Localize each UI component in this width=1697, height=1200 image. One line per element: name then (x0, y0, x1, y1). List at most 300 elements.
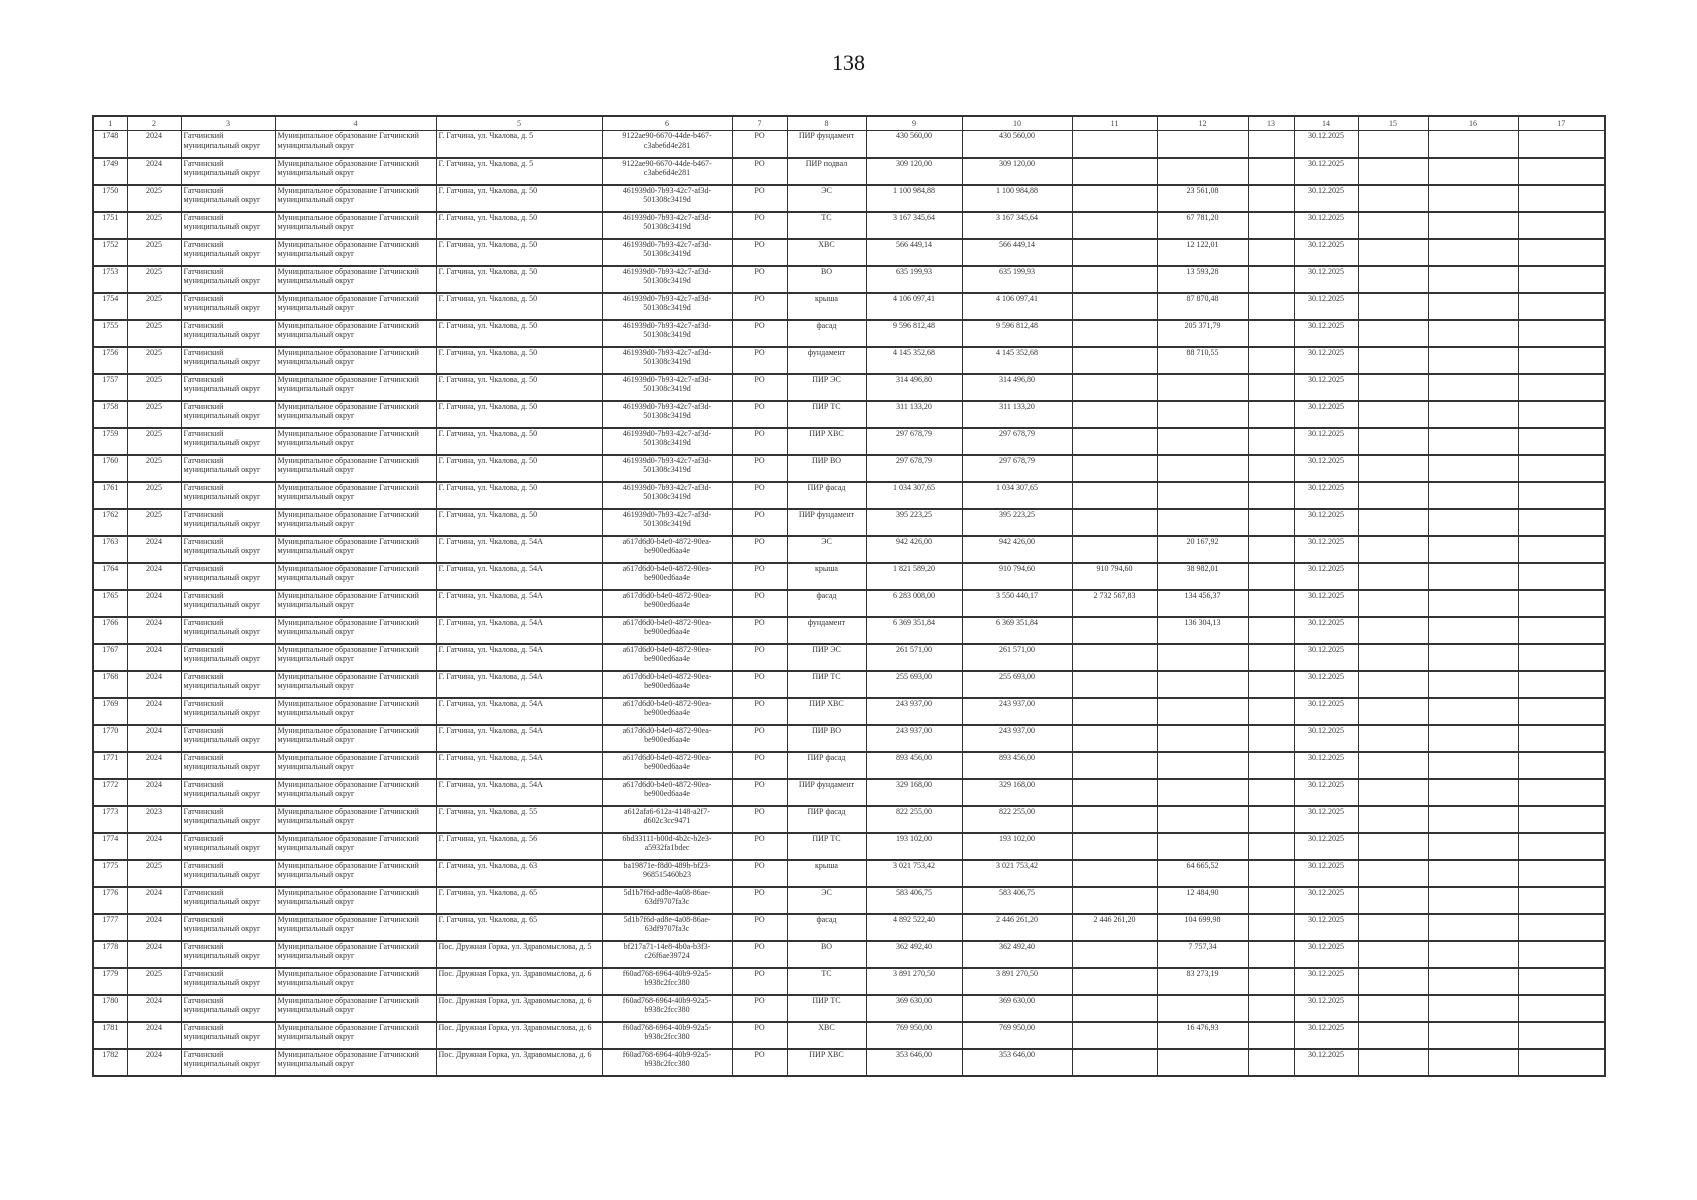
table-cell-col-14: 30.12.2025 (1294, 1022, 1358, 1049)
table-cell-col-4: Муниципальное образование Гатчинский муниципальный округ (275, 509, 436, 536)
table-cell-col-10: 3 891 270,50 (962, 968, 1072, 995)
table-cell-col-3: Гатчинский муниципальный округ (181, 455, 275, 482)
table-cell-col-4: Муниципальное образование Гатчинский муниципальный округ (275, 320, 436, 347)
table-cell-col-4: Муниципальное образование Гатчинский муниципальный округ (275, 590, 436, 617)
table-cell-col-11 (1072, 185, 1157, 212)
table-cell-col-2: 2024 (127, 671, 181, 698)
table-cell-col-4: Муниципальное образование Гатчинский муниципальный округ (275, 428, 436, 455)
table-cell-col-14: 30.12.2025 (1294, 266, 1358, 293)
table-cell-col-8: ТС (787, 968, 866, 995)
table-cell-col-2: 2024 (127, 536, 181, 563)
table-row (93, 590, 1605, 617)
table-cell-col-8: ХВС (787, 1022, 866, 1049)
table-cell-col-1: 1767 (93, 644, 127, 671)
table-cell-col-17 (1518, 563, 1605, 590)
table-cell-col-16 (1428, 968, 1518, 995)
table-cell-col-5: Г. Гатчина, ул. Чкалова, д. 50 (436, 455, 602, 482)
table-cell-col-4: Муниципальное образование Гатчинский муниципальный округ (275, 536, 436, 563)
table-cell-col-15 (1358, 941, 1428, 968)
table-cell-col-8: ВО (787, 941, 866, 968)
table-cell-col-2: 2025 (127, 320, 181, 347)
table-cell-col-3: Гатчинский муниципальный округ (181, 806, 275, 833)
table-cell-col-14: 30.12.2025 (1294, 401, 1358, 428)
table-cell-col-7: РО (732, 563, 787, 590)
table-cell-col-10: 193 102,00 (962, 833, 1072, 860)
table-cell-col-6: 461939d0-7b93-42c7-af3d-501308c3419d (602, 347, 732, 374)
table-cell-col-2: 2025 (127, 428, 181, 455)
table-cell-col-7: РО (732, 239, 787, 266)
table-row (93, 617, 1605, 644)
table-cell-col-6: 5d1b7f6d-ad8e-4a08-86ae-63df9707fa3c (602, 914, 732, 941)
table-cell-col-9: 297 678,79 (866, 428, 962, 455)
table-cell-col-8: ТС (787, 212, 866, 239)
table-cell-col-16 (1428, 401, 1518, 428)
table-cell-col-2: 2024 (127, 995, 181, 1022)
table-cell-col-7: РО (732, 698, 787, 725)
table-cell-col-8: ПИР фундамент (787, 509, 866, 536)
table-cell-col-11 (1072, 212, 1157, 239)
table-row (93, 428, 1605, 455)
table-cell-col-2: 2024 (127, 887, 181, 914)
table-cell-col-9: 635 199,93 (866, 266, 962, 293)
table-cell-col-14: 30.12.2025 (1294, 806, 1358, 833)
table-cell-col-9: 1 100 984,88 (866, 185, 962, 212)
table-cell-col-7: РО (732, 1022, 787, 1049)
table-cell-col-1: 1780 (93, 995, 127, 1022)
table-cell-col-5: Г. Гатчина, ул. Чкалова, д. 50 (436, 320, 602, 347)
column-header-8: 8 (787, 116, 866, 131)
table-cell-col-17 (1518, 266, 1605, 293)
table-row (93, 941, 1605, 968)
table-row (93, 347, 1605, 374)
table-cell-col-6: a617d6d0-b4e0-4872-90ea-be900ed6aa4e (602, 698, 732, 725)
column-header-12: 12 (1157, 116, 1248, 131)
table-cell-col-11: 2 732 567,83 (1072, 590, 1157, 617)
table-cell-col-15 (1358, 455, 1428, 482)
table-cell-col-7: РО (732, 995, 787, 1022)
table-row (93, 1049, 1605, 1076)
table-cell-col-2: 2025 (127, 293, 181, 320)
table-cell-col-1: 1778 (93, 941, 127, 968)
table-cell-col-5: Г. Гатчина, ул. Чкалова, д. 63 (436, 860, 602, 887)
table-cell-col-8: ПИР ЭС (787, 644, 866, 671)
table-cell-col-14: 30.12.2025 (1294, 239, 1358, 266)
table-cell-col-15 (1358, 698, 1428, 725)
table-cell-col-14: 30.12.2025 (1294, 860, 1358, 887)
table-cell-col-5: Г. Гатчина, ул. Чкалова, д. 5 (436, 131, 602, 158)
table-cell-col-13 (1248, 833, 1294, 860)
table-cell-col-4: Муниципальное образование Гатчинский муниципальный округ (275, 860, 436, 887)
data-table (92, 115, 1606, 1077)
table-cell-col-11 (1072, 266, 1157, 293)
table-cell-col-11 (1072, 941, 1157, 968)
table-cell-col-8: ПИР подвал (787, 158, 866, 185)
table-cell-col-15 (1358, 968, 1428, 995)
table-cell-col-6: f60ad768-6964-40b9-92a5-b938c2fcc380 (602, 995, 732, 1022)
table-cell-col-16 (1428, 293, 1518, 320)
table-cell-col-16 (1428, 536, 1518, 563)
table-cell-col-6: a617d6d0-b4e0-4872-90ea-be900ed6aa4e (602, 563, 732, 590)
table-cell-col-4: Муниципальное образование Гатчинский муниципальный округ (275, 617, 436, 644)
table-body (93, 131, 1605, 1076)
table-cell-col-13 (1248, 455, 1294, 482)
table-cell-col-13 (1248, 401, 1294, 428)
table-cell-col-1: 1750 (93, 185, 127, 212)
table-row (93, 806, 1605, 833)
table-cell-col-6: f60ad768-6964-40b9-92a5-b938c2fcc380 (602, 968, 732, 995)
table-row (93, 860, 1605, 887)
table-cell-col-3: Гатчинский муниципальный округ (181, 320, 275, 347)
table-cell-col-10: 822 255,00 (962, 806, 1072, 833)
table-cell-col-14: 30.12.2025 (1294, 428, 1358, 455)
column-header-13: 13 (1248, 116, 1294, 131)
table-row (93, 212, 1605, 239)
table-cell-col-1: 1749 (93, 158, 127, 185)
table-cell-col-2: 2025 (127, 482, 181, 509)
table-cell-col-5: Г. Гатчина, ул. Чкалова, д. 54А (436, 725, 602, 752)
table-cell-col-4: Муниципальное образование Гатчинский муниципальный округ (275, 941, 436, 968)
table-cell-col-6: f60ad768-6964-40b9-92a5-b938c2fcc380 (602, 1049, 732, 1076)
table-cell-col-10: 3 550 440,17 (962, 590, 1072, 617)
table-cell-col-11 (1072, 1022, 1157, 1049)
table-cell-col-11 (1072, 131, 1157, 158)
table-cell-col-3: Гатчинский муниципальный округ (181, 968, 275, 995)
table-cell-col-11 (1072, 1049, 1157, 1076)
table-cell-col-13 (1248, 428, 1294, 455)
table-row (93, 914, 1605, 941)
table-cell-col-9: 311 133,20 (866, 401, 962, 428)
table-cell-col-9: 329 168,00 (866, 779, 962, 806)
table-cell-col-10: 243 937,00 (962, 725, 1072, 752)
table-cell-col-15 (1358, 563, 1428, 590)
table-cell-col-17 (1518, 617, 1605, 644)
table-cell-col-3: Гатчинский муниципальный округ (181, 1049, 275, 1076)
table-cell-col-15 (1358, 374, 1428, 401)
column-header-17: 17 (1518, 116, 1605, 131)
table-cell-col-2: 2025 (127, 401, 181, 428)
table-cell-col-16 (1428, 455, 1518, 482)
table-cell-col-2: 2024 (127, 590, 181, 617)
table-cell-col-7: РО (732, 482, 787, 509)
table-cell-col-8: фундамент (787, 347, 866, 374)
table-cell-col-5: Г. Гатчина, ул. Чкалова, д. 56 (436, 833, 602, 860)
table-cell-col-9: 314 496,80 (866, 374, 962, 401)
column-header-10: 10 (962, 116, 1072, 131)
table-cell-col-8: ПИР ВО (787, 455, 866, 482)
table-cell-col-16 (1428, 590, 1518, 617)
table-cell-col-10: 893 456,00 (962, 752, 1072, 779)
table-cell-col-9: 255 693,00 (866, 671, 962, 698)
table-cell-col-6: f60ad768-6964-40b9-92a5-b938c2fcc380 (602, 1022, 732, 1049)
table-cell-col-1: 1765 (93, 590, 127, 617)
table-cell-col-1: 1770 (93, 725, 127, 752)
table-cell-col-13 (1248, 509, 1294, 536)
table-cell-col-15 (1358, 212, 1428, 239)
table-cell-col-8: фундамент (787, 617, 866, 644)
table-cell-col-4: Муниципальное образование Гатчинский муниципальный округ (275, 671, 436, 698)
table-row (93, 293, 1605, 320)
table-cell-col-12: 136 304,13 (1157, 617, 1248, 644)
table-cell-col-13 (1248, 158, 1294, 185)
table-cell-col-15 (1358, 617, 1428, 644)
table-cell-col-12 (1157, 509, 1248, 536)
table-cell-col-17 (1518, 1022, 1605, 1049)
table-cell-col-17 (1518, 995, 1605, 1022)
table-cell-col-2: 2024 (127, 131, 181, 158)
table-cell-col-1: 1760 (93, 455, 127, 482)
table-cell-col-7: РО (732, 185, 787, 212)
table-cell-col-8: ЭС (787, 536, 866, 563)
table-cell-col-14: 30.12.2025 (1294, 374, 1358, 401)
table-cell-col-11 (1072, 995, 1157, 1022)
table-cell-col-12: 23 561,08 (1157, 185, 1248, 212)
table-cell-col-11 (1072, 347, 1157, 374)
table-cell-col-14: 30.12.2025 (1294, 644, 1358, 671)
table-cell-col-7: РО (732, 158, 787, 185)
table-cell-col-8: ПИР ВО (787, 725, 866, 752)
table-cell-col-1: 1777 (93, 914, 127, 941)
table-row (93, 995, 1605, 1022)
table-cell-col-17 (1518, 698, 1605, 725)
table-cell-col-16 (1428, 995, 1518, 1022)
table-cell-col-15 (1358, 860, 1428, 887)
table-cell-col-11 (1072, 644, 1157, 671)
table-cell-col-9: 6 283 008,00 (866, 590, 962, 617)
table-cell-col-6: a617d6d0-b4e0-4872-90ea-be900ed6aa4e (602, 644, 732, 671)
table-cell-col-15 (1358, 293, 1428, 320)
table-cell-col-7: РО (732, 725, 787, 752)
table-cell-col-15 (1358, 509, 1428, 536)
table-row (93, 401, 1605, 428)
table-cell-col-17 (1518, 347, 1605, 374)
table-cell-col-7: РО (732, 401, 787, 428)
table-cell-col-10: 314 496,80 (962, 374, 1072, 401)
table-cell-col-7: РО (732, 914, 787, 941)
table-cell-col-17 (1518, 131, 1605, 158)
table-cell-col-7: РО (732, 752, 787, 779)
table-cell-col-9: 362 492,40 (866, 941, 962, 968)
table-cell-col-16 (1428, 320, 1518, 347)
table-cell-col-2: 2025 (127, 374, 181, 401)
table-cell-col-6: 461939d0-7b93-42c7-af3d-501308c3419d (602, 320, 732, 347)
table-cell-col-2: 2024 (127, 914, 181, 941)
table-cell-col-10: 910 794,60 (962, 563, 1072, 590)
table-cell-col-15 (1358, 347, 1428, 374)
table-cell-col-6: a617d6d0-b4e0-4872-90ea-be900ed6aa4e (602, 617, 732, 644)
table-cell-col-4: Муниципальное образование Гатчинский муниципальный округ (275, 266, 436, 293)
table-cell-col-7: РО (732, 671, 787, 698)
table-cell-col-9: 583 406,75 (866, 887, 962, 914)
table-cell-col-4: Муниципальное образование Гатчинский муниципальный округ (275, 401, 436, 428)
column-header-15: 15 (1358, 116, 1428, 131)
table-row (93, 482, 1605, 509)
table-cell-col-7: РО (732, 644, 787, 671)
table-cell-col-1: 1768 (93, 671, 127, 698)
column-header-7: 7 (732, 116, 787, 131)
column-header-16: 16 (1428, 116, 1518, 131)
table-cell-col-2: 2024 (127, 158, 181, 185)
table-cell-col-3: Гатчинский муниципальный округ (181, 671, 275, 698)
table-cell-col-4: Муниципальное образование Гатчинский муниципальный округ (275, 779, 436, 806)
table-cell-col-4: Муниципальное образование Гатчинский муниципальный округ (275, 293, 436, 320)
table-cell-col-14: 30.12.2025 (1294, 158, 1358, 185)
column-header-2: 2 (127, 116, 181, 131)
table-cell-col-5: Г. Гатчина, ул. Чкалова, д. 5 (436, 158, 602, 185)
table-cell-col-7: РО (732, 509, 787, 536)
table-cell-col-10: 4 145 352,68 (962, 347, 1072, 374)
table-cell-col-6: a617d6d0-b4e0-4872-90ea-be900ed6aa4e (602, 779, 732, 806)
table-cell-col-1: 1763 (93, 536, 127, 563)
table-cell-col-4: Муниципальное образование Гатчинский муниципальный округ (275, 239, 436, 266)
table-cell-col-1: 1781 (93, 1022, 127, 1049)
table-row (93, 698, 1605, 725)
table-cell-col-17 (1518, 968, 1605, 995)
table-cell-col-17 (1518, 1049, 1605, 1076)
table-cell-col-9: 369 630,00 (866, 995, 962, 1022)
table-cell-col-16 (1428, 185, 1518, 212)
table-cell-col-9: 4 892 522,40 (866, 914, 962, 941)
table-cell-col-5: Г. Гатчина, ул. Чкалова, д. 50 (436, 266, 602, 293)
table-cell-col-16 (1428, 833, 1518, 860)
table-cell-col-8: ЭС (787, 887, 866, 914)
table-cell-col-8: ПИР фундамент (787, 131, 866, 158)
table-cell-col-8: ПИР фасад (787, 806, 866, 833)
table-cell-col-4: Муниципальное образование Гатчинский муниципальный округ (275, 131, 436, 158)
table-cell-col-17 (1518, 833, 1605, 860)
table-cell-col-16 (1428, 1022, 1518, 1049)
table-cell-col-10: 9 596 812,48 (962, 320, 1072, 347)
table-cell-col-13 (1248, 806, 1294, 833)
table-cell-col-9: 430 560,00 (866, 131, 962, 158)
table-cell-col-13 (1248, 968, 1294, 995)
table-cell-col-10: 1 100 984,88 (962, 185, 1072, 212)
table-cell-col-13 (1248, 941, 1294, 968)
table-cell-col-16 (1428, 887, 1518, 914)
table-cell-col-12 (1157, 401, 1248, 428)
table-cell-col-9: 1 821 589,20 (866, 563, 962, 590)
table-cell-col-1: 1775 (93, 860, 127, 887)
table-cell-col-6: 461939d0-7b93-42c7-af3d-501308c3419d (602, 509, 732, 536)
table-row (93, 239, 1605, 266)
table-cell-col-11 (1072, 671, 1157, 698)
table-cell-col-12: 67 781,20 (1157, 212, 1248, 239)
table-cell-col-15 (1358, 1022, 1428, 1049)
table-cell-col-13 (1248, 887, 1294, 914)
table-cell-col-17 (1518, 293, 1605, 320)
table-cell-col-11 (1072, 752, 1157, 779)
table-cell-col-12: 64 665,52 (1157, 860, 1248, 887)
table-cell-col-15 (1358, 239, 1428, 266)
table-cell-col-3: Гатчинский муниципальный округ (181, 887, 275, 914)
table-cell-col-15 (1358, 158, 1428, 185)
table-cell-col-3: Гатчинский муниципальный округ (181, 563, 275, 590)
table-cell-col-9: 6 369 351,84 (866, 617, 962, 644)
table-cell-col-2: 2025 (127, 185, 181, 212)
table-cell-col-2: 2024 (127, 644, 181, 671)
table-cell-col-15 (1358, 185, 1428, 212)
table-cell-col-6: 9122ae90-6670-44de-b467-c3abe6d4e281 (602, 131, 732, 158)
table-cell-col-9: 893 456,00 (866, 752, 962, 779)
table-cell-col-7: РО (732, 131, 787, 158)
table-row (93, 374, 1605, 401)
table-cell-col-5: Г. Гатчина, ул. Чкалова, д. 50 (436, 482, 602, 509)
column-header-4: 4 (275, 116, 436, 131)
table-cell-col-16 (1428, 509, 1518, 536)
table-cell-col-4: Муниципальное образование Гатчинский муниципальный округ (275, 347, 436, 374)
table-cell-col-13 (1248, 239, 1294, 266)
table-cell-col-10: 297 678,79 (962, 428, 1072, 455)
table-cell-col-11 (1072, 779, 1157, 806)
table-cell-col-12 (1157, 995, 1248, 1022)
table-cell-col-13 (1248, 320, 1294, 347)
table-cell-col-12: 13 593,28 (1157, 266, 1248, 293)
table-cell-col-3: Гатчинский муниципальный округ (181, 266, 275, 293)
table-cell-col-11 (1072, 455, 1157, 482)
table-cell-col-8: ПИР фасад (787, 752, 866, 779)
table-cell-col-8: крыша (787, 860, 866, 887)
table-cell-col-17 (1518, 941, 1605, 968)
table-cell-col-2: 2023 (127, 806, 181, 833)
table-cell-col-12: 12 122,01 (1157, 239, 1248, 266)
table-cell-col-5: Г. Гатчина, ул. Чкалова, д. 55 (436, 806, 602, 833)
table-cell-col-4: Муниципальное образование Гатчинский муниципальный округ (275, 1022, 436, 1049)
table-cell-col-3: Гатчинский муниципальный округ (181, 374, 275, 401)
table-cell-col-2: 2025 (127, 455, 181, 482)
table-cell-col-9: 9 596 812,48 (866, 320, 962, 347)
table-cell-col-16 (1428, 347, 1518, 374)
table-cell-col-5: Г. Гатчина, ул. Чкалова, д. 54А (436, 698, 602, 725)
table-cell-col-16 (1428, 860, 1518, 887)
table-row (93, 536, 1605, 563)
table-cell-col-16 (1428, 239, 1518, 266)
table-cell-col-1: 1756 (93, 347, 127, 374)
table-cell-col-3: Гатчинский муниципальный округ (181, 428, 275, 455)
table-cell-col-5: Г. Гатчина, ул. Чкалова, д. 50 (436, 239, 602, 266)
table-cell-col-8: фасад (787, 914, 866, 941)
table-cell-col-2: 2025 (127, 860, 181, 887)
table-cell-col-2: 2025 (127, 266, 181, 293)
table-cell-col-13 (1248, 752, 1294, 779)
table-cell-col-12 (1157, 644, 1248, 671)
table-cell-col-17 (1518, 509, 1605, 536)
table-cell-col-6: 461939d0-7b93-42c7-af3d-501308c3419d (602, 239, 732, 266)
table-cell-col-7: РО (732, 428, 787, 455)
table-cell-col-12: 20 167,92 (1157, 536, 1248, 563)
table-cell-col-7: РО (732, 1049, 787, 1076)
table-cell-col-1: 1753 (93, 266, 127, 293)
table-cell-col-13 (1248, 671, 1294, 698)
table-cell-col-3: Гатчинский муниципальный округ (181, 752, 275, 779)
table-cell-col-8: ПИР фундамент (787, 779, 866, 806)
table-cell-col-17 (1518, 752, 1605, 779)
table-cell-col-6: 461939d0-7b93-42c7-af3d-501308c3419d (602, 455, 732, 482)
table-cell-col-6: a612afa6-612a-4148-a2f7-d602c3cc9471 (602, 806, 732, 833)
table-cell-col-6: 461939d0-7b93-42c7-af3d-501308c3419d (602, 482, 732, 509)
table-cell-col-8: ЭС (787, 185, 866, 212)
table-cell-col-15 (1358, 1049, 1428, 1076)
table-cell-col-16 (1428, 914, 1518, 941)
table-cell-col-2: 2024 (127, 698, 181, 725)
table-cell-col-6: a617d6d0-b4e0-4872-90ea-be900ed6aa4e (602, 752, 732, 779)
table-cell-col-12: 16 476,93 (1157, 1022, 1248, 1049)
table-cell-col-9: 4 106 097,41 (866, 293, 962, 320)
table-cell-col-7: РО (732, 887, 787, 914)
table-cell-col-16 (1428, 725, 1518, 752)
table-cell-col-8: крыша (787, 563, 866, 590)
table-cell-col-2: 2024 (127, 1022, 181, 1049)
table-cell-col-8: ХВС (787, 239, 866, 266)
table-cell-col-13 (1248, 1049, 1294, 1076)
